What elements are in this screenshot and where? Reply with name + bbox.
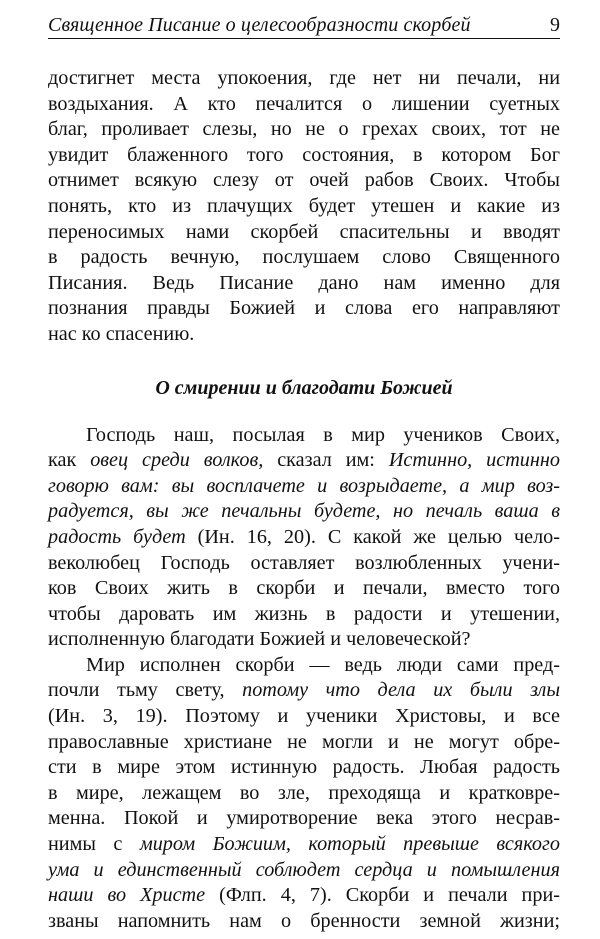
page-number: 9	[550, 14, 560, 36]
text-line: Писания. Ведь Писание дано нам именно для	[48, 271, 560, 294]
text-line: воздыхания. А кто печалится о лишении суетных	[48, 92, 560, 115]
text-line	[48, 883, 560, 909]
text-line: исполненную благодати Божией и человеческой?	[48, 628, 471, 651]
text-line: познания правды Божией и слова его направляют	[48, 297, 560, 320]
paragraph-3	[48, 653, 560, 935]
text-line: православные христиане не могли и не могут обре-	[48, 730, 560, 753]
italic-quote: радость будет	[48, 525, 186, 548]
text-line	[48, 832, 560, 858]
text-line: Господь наш, посылая в мир учеников Своих,	[86, 423, 560, 446]
text-line: ков Своих жить в скорби и печали, вместо того	[48, 577, 560, 600]
text-run: (Флп. 4, 7). Скорби и печали при-	[205, 884, 560, 907]
body-text	[48, 66, 560, 934]
text-line: званы напомнить нам о бренности земной жизни;	[48, 909, 560, 932]
text-line	[48, 525, 560, 551]
text-line: (Ин. 3, 19). Поэтому и ученики Христовы, и все	[48, 705, 560, 728]
text-run: почли тьму свету,	[48, 679, 243, 702]
paragraph-1	[48, 66, 560, 348]
italic-quote: Истинно, истинно	[388, 449, 561, 472]
text-line: в мире, лежащем во зле, преходяща и кратковре-	[48, 781, 560, 804]
italic-quote-line: радуется, вы же печальны будете, но печаль ваша в	[48, 500, 560, 523]
text-line: Мир исполнен скорби — ведь люди сами пред-	[86, 653, 560, 676]
text-line: переносимых нами скорбей спасительны и вводят	[48, 220, 560, 243]
italic-quote: миром Божиим, который превыше всякого	[139, 833, 560, 856]
text-line: увидит блаженного того состояния, в котором Бог	[48, 143, 560, 166]
text-line	[48, 448, 560, 474]
text-line: веколюбец Господь оставляет возлюбленных учени-	[48, 551, 560, 574]
italic-quote: наши во Христе	[48, 884, 206, 907]
text-line: сти в мире этом истинную радость. Любая радость	[48, 756, 560, 779]
text-line	[48, 678, 560, 704]
text-line: нас ко спасению.	[48, 322, 195, 345]
text-run: сказал им:	[263, 449, 389, 472]
text-run: как	[48, 449, 91, 472]
running-title: Священное Писание о целесообразности скорбей	[48, 14, 471, 36]
italic-quote-line: ума и единственный соблюдет сердца и помышления	[48, 858, 560, 881]
running-header	[48, 10, 560, 39]
text-line: в радость вечную, послушаем слово Священного	[48, 246, 560, 269]
text-line: чтобы даровать им жизнь в радости и утешении,	[48, 602, 560, 625]
text-run: (Ин. 16, 20). С какой же целью чело-	[185, 525, 560, 548]
text-run: нимы с	[48, 833, 140, 856]
paragraph-2	[48, 423, 560, 653]
text-line: отнимет всякую слезу от очей рабов Своих. Чтобы	[48, 169, 560, 192]
italic-quote: потому что дела их были злы	[242, 679, 561, 702]
text-line: благ, проливает слезы, но не о грехах своих, тот не	[48, 118, 560, 141]
text-line: понять, кто из плачущих будет утешен и какие из	[48, 194, 560, 217]
section-heading: О смирении и благодати Божией	[155, 376, 453, 399]
text-line: менна. Покой и умиротворение века этого несрав-	[48, 807, 560, 830]
italic-quote-line: говорю вам: вы восплачете и возрыдаете, а мир воз-	[48, 474, 560, 497]
text-line: достигнет места упокоения, где нет ни печали, ни	[48, 67, 560, 89]
italic-quote: овец среди волков,	[90, 449, 264, 472]
